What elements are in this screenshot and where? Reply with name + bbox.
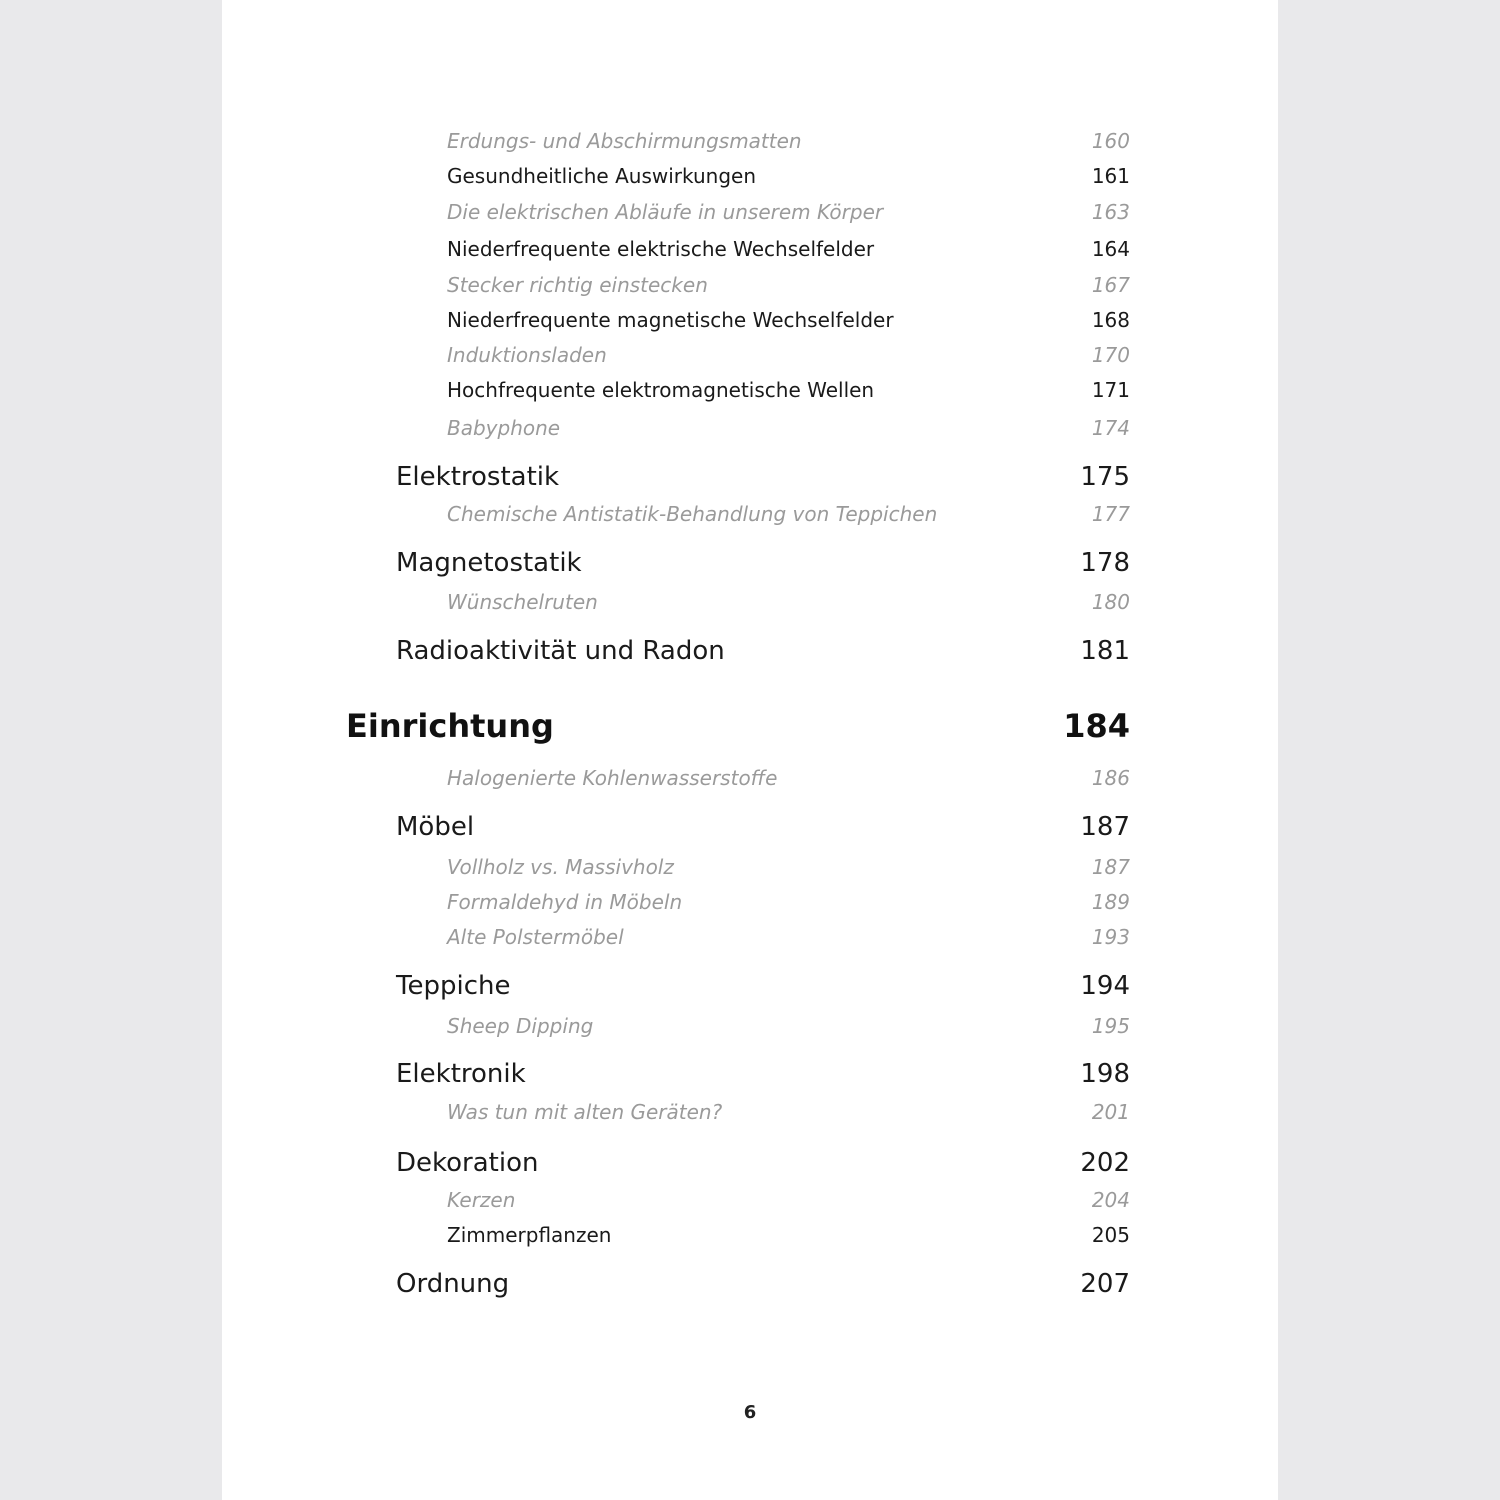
toc-entry: [447, 889, 1130, 915]
toc-section: [396, 634, 1130, 668]
toc-entry-page: 163: [1091, 200, 1130, 224]
toc-entry-title: Kerzen: [447, 1188, 516, 1212]
toc-entry: [447, 236, 1130, 262]
toc-entry: [447, 163, 1130, 189]
toc-entry-page: 174: [1091, 416, 1130, 440]
toc-entry-page: 180: [1091, 590, 1130, 614]
toc-entry-page: 164: [1091, 237, 1130, 261]
toc-entry-title: Wünschelruten: [447, 590, 598, 614]
toc-entry-title: Gesundheitliche Auswirkungen: [447, 164, 757, 188]
toc-chapter-title: Einrichtung: [346, 707, 554, 745]
toc-section-page: 175: [1080, 462, 1130, 492]
toc-entry-title: Babyphone: [447, 416, 561, 440]
toc-entry: [447, 1222, 1130, 1248]
toc-section-page: 187: [1080, 812, 1130, 842]
toc-entry-title: Zimmerpflanzen: [447, 1223, 612, 1247]
toc-section-title: Magnetostatik: [396, 548, 582, 578]
toc-entry: [447, 589, 1130, 615]
toc-section: [396, 969, 1130, 1003]
toc-entry-title: Erdungs- und Abschirmungsmatten: [447, 129, 802, 153]
toc-entry: [447, 924, 1130, 950]
toc-chapter-page: 184: [1063, 707, 1130, 745]
toc-entry: [447, 377, 1130, 403]
toc-entry-page: 186: [1091, 766, 1130, 790]
toc-entry: [447, 199, 1130, 225]
toc-entry: [447, 765, 1130, 791]
toc-entry-page: 201: [1091, 1100, 1130, 1124]
toc-entry-page: 171: [1091, 378, 1130, 402]
toc-section-title: Elektronik: [396, 1059, 526, 1089]
toc-section-title: Radioaktivität und Radon: [396, 636, 725, 666]
toc-entry: [447, 342, 1130, 368]
toc-entry-title: Sheep Dipping: [447, 1014, 594, 1038]
toc-section-title: Möbel: [396, 812, 475, 842]
toc-section-page: 198: [1080, 1059, 1130, 1089]
toc-section: [396, 460, 1130, 494]
toc-entry: [447, 415, 1130, 441]
toc-entry-title: Formaldehyd in Möbeln: [447, 890, 683, 914]
toc-entry-page: 195: [1091, 1014, 1130, 1038]
toc-entry-title: Die elektrischen Abläufe in unserem Körper: [447, 200, 884, 224]
toc-section: [396, 1057, 1130, 1091]
toc-entry-page: 177: [1091, 502, 1130, 526]
toc-entry: [447, 1187, 1130, 1213]
page-number: 6: [743, 1402, 757, 1423]
toc-entry: [447, 501, 1130, 527]
toc-section: [396, 1146, 1130, 1180]
toc-entry-title: Chemische Antistatik-Behandlung von Teppichen: [447, 502, 938, 526]
toc-entry-title: Halogenierte Kohlenwasserstoffe: [447, 766, 778, 790]
toc-section: [396, 546, 1130, 580]
toc-entry-title: Stecker richtig einstecken: [447, 273, 708, 297]
toc-entry-title: Niederfrequente elektrische Wechselfelder: [447, 237, 875, 261]
toc-entry-page: 170: [1091, 343, 1130, 367]
toc-section-title: Teppiche: [396, 971, 511, 1001]
toc-entry-title: Induktionsladen: [447, 343, 607, 367]
toc-entry-title: Vollholz vs. Massivholz: [447, 855, 674, 879]
toc-entry-page: 187: [1091, 855, 1130, 879]
toc-section: [396, 1267, 1130, 1301]
toc-entry-page: 193: [1091, 925, 1130, 949]
toc-section-page: 194: [1080, 971, 1130, 1001]
toc-section-page: 178: [1080, 548, 1130, 578]
toc-entry: [447, 128, 1130, 154]
toc-entry-page: 161: [1091, 164, 1130, 188]
toc-section: [396, 810, 1130, 844]
toc-entry-page: 167: [1091, 273, 1130, 297]
toc-section-title: Ordnung: [396, 1269, 510, 1299]
toc-entry: [447, 307, 1130, 333]
toc-entry-title: Alte Polstermöbel: [447, 925, 624, 949]
toc-entry-page: 204: [1091, 1188, 1130, 1212]
toc-chapter: [346, 706, 1130, 746]
toc-entry-page: 168: [1091, 308, 1130, 332]
toc-entry-title: Was tun mit alten Geräten?: [447, 1100, 723, 1124]
toc-entry: [447, 854, 1130, 880]
toc-entry: [447, 272, 1130, 298]
toc-section-page: 202: [1080, 1148, 1130, 1178]
toc-entry-page: 160: [1091, 129, 1130, 153]
toc-section-title: Elektrostatik: [396, 462, 560, 492]
toc-entry: [447, 1099, 1130, 1125]
toc-entry-page: 189: [1091, 890, 1130, 914]
toc-section-title: Dekoration: [396, 1148, 539, 1178]
toc-section-page: 207: [1080, 1269, 1130, 1299]
toc-section-page: 181: [1080, 636, 1130, 666]
toc-entry-page: 205: [1091, 1223, 1130, 1247]
toc-entry-title: Hochfrequente elektromagnetische Wellen: [447, 378, 875, 402]
book-page: [222, 0, 1278, 1500]
toc-entry: [447, 1013, 1130, 1039]
toc-entry-title: Niederfrequente magnetische Wechselfelder: [447, 308, 894, 332]
